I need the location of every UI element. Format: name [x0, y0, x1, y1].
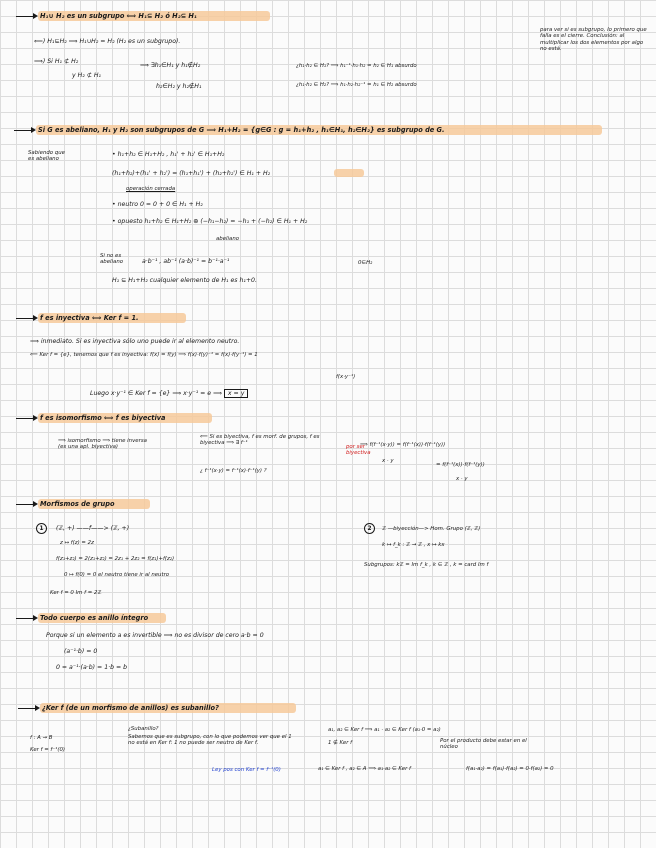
proof-text: Luego x·y⁻¹ ∈ Ker f = {e} ⟹ x·y⁻¹ = e ⟹: [90, 390, 222, 397]
annotation: 0∈H₂: [358, 260, 373, 266]
margin-note: para ver si es subgrupo, lo primero que falla es el cierre. Conclusión: al multiplicar los dos elementos por algo no está.: [540, 27, 647, 53]
proof-line: Por el producto debe estar en el núcleo: [440, 738, 527, 751]
blue-note: Ley pos con Ker f = f⁻¹(0): [212, 767, 281, 773]
bullet-arrow: [16, 618, 36, 619]
section-title: f es isomorfismo ⟺ f es biyectiva: [40, 414, 166, 422]
proof-line: Subgrupos: kℤ = Im f_k , k ∈ ℤ , k = card Im f: [364, 562, 489, 568]
proof-line: a₁, a₂ ∈ Ker f ⟹ a₁ · a₂ ∈ Ker f (a₁·0 = a₂): [328, 727, 441, 733]
proof-line: H₁ ⊆ H₁+H₂ cualquier elemento de H₁ es h₁+0.: [112, 277, 257, 284]
proof-line: ¿h₁·h₂ ∈ H₁? ⟹ h₁⁻¹·h₁·h₂ = h₂ ∈ H₁ absurdo: [296, 63, 417, 69]
proof-line: = f(f⁻¹(x))·f(f⁻¹(y)): [436, 462, 485, 468]
result-box: x = y: [224, 389, 248, 398]
proof-line: f(a₁·a₂) = f(a₁)·f(a₂) = 0·f(a₂) = 0: [466, 766, 554, 772]
proof-line: x · y: [382, 458, 394, 464]
proof-line: x · y: [456, 476, 468, 482]
proof-line: ⟹) Si H₁ ⊄ H₂: [34, 58, 79, 65]
proof-line: Ker f = f⁻¹(0): [30, 747, 65, 753]
bullet-arrow: [16, 504, 36, 505]
proof-line: z ↦ f(z) = 2z: [60, 540, 94, 546]
bullet-arrow: [16, 16, 36, 17]
side-note: Sabiendo que es abeliano: [28, 150, 65, 163]
proof-line: • h₁+h₂ ∈ H₁+H₂ , h₁' + h₂' ∈ H₁+H₂: [112, 151, 225, 158]
proof-line: (a⁻¹·b) = 0: [64, 648, 98, 655]
bullet-arrow: [16, 418, 36, 419]
proof-line: h₂∈H₂ y h₂∉H₁: [156, 83, 202, 90]
proof-line: ⟹ ∃h₁∈H₁ y h₁∉H₂: [140, 62, 201, 69]
section-title: Morfismos de grupo: [40, 500, 115, 508]
red-note: por ser biyectiva: [346, 444, 371, 457]
proof-line: • neutro 0 = 0 + 0 ∈ H₁ + H₂: [112, 201, 203, 208]
proof-line: (h₁+h₂)+(h₁' + h₂') = (h₁+h₁') + (h₂+h₂') ∈ H₁ + H₂: [112, 170, 271, 177]
item-number: 1: [36, 523, 47, 534]
proof-line: ⟹ isomorfismo ⟹ tiene inversa (es una apl. biyectiva): [58, 438, 147, 451]
proof-line: ⟸ Si es biyectiva, f es morf. de grupos, f es biyectiva ⟹ ∃ f⁻¹: [200, 434, 320, 447]
proof-line: a·b⁻¹ , ab⁻¹ (a·b)⁻¹ = b⁻¹·a⁻¹: [142, 258, 230, 265]
proof-line: ⟹ f(f⁻¹(x·y)) = f(f⁻¹(x))·f(f⁻¹(y)): [360, 442, 446, 448]
proof-line: • opuesto h₁+h₂ ∈ H₁+H₂ ⊕ (−h₁−h₂) = −h₁ + (−h₂) ∈ H₁ + H₂: [112, 218, 308, 225]
item-number: 2: [364, 523, 375, 534]
section-title: H₁∪ H₂ es un subgrupo ⟺ H₁⊆ H₂ ó H₂⊆ H₁: [40, 12, 197, 20]
proof-line: f : A → B: [30, 735, 53, 741]
proof-line: f(x·y⁻¹): [336, 374, 356, 380]
proof-line: ⟸) H₁⊆H₂ ⟹ H₁∪H₂ = H₂ (H₂ es un subgrupo).: [34, 38, 181, 45]
proof-line: abeliano: [216, 236, 240, 242]
proof-line: ¿Subanillo?: [128, 726, 159, 732]
proof-line: Sabemos que es subgrupo, con lo que podemos ver que el 1 no está en Ker f: 1 no puede ser neutro de Ker f.: [128, 734, 292, 747]
proof-line: y H₂ ⊄ H₁: [72, 72, 102, 79]
side-note: Si no es abeliano: [100, 253, 124, 266]
bullet-arrow: [16, 318, 36, 319]
section-title: f es inyectiva ⟺ Ker f = 1.: [40, 314, 139, 322]
proof-line: 1 ∉ Ker f: [328, 740, 353, 746]
section-title: ¿Ker f (de un morfismo de anillos) es subanillo?: [42, 704, 219, 712]
proof-line: operación cerrada: [126, 186, 176, 192]
proof-line: ⟸ Ker f = {e}, tenemos que f es inyectiva: f(x) = f(y) ⟹ f(x)·f(y)⁻¹ = f(x)·f(y⁻¹) = 1: [30, 352, 258, 358]
proof-line: k ↦ f_k : ℤ → ℤ , x ↦ kx: [382, 542, 445, 548]
proof-line: ¿ f⁻¹(x·y) = f⁻¹(x)·f⁻¹(y) ?: [200, 468, 267, 474]
proof-line: (ℤ, +) ——f——> (ℤ, +): [56, 525, 130, 532]
proof-line: [90, 390, 248, 397]
proof-line: a₁ ∈ Ker f , a₂ ∈ A ⟹ a₁·a₂ ∈ Ker f: [318, 766, 411, 772]
proof-line: f(z₁+z₂) = 2(z₁+z₂) = 2z₁ + 2z₂ = f(z₁)+f(z₂): [56, 556, 175, 562]
proof-line: ℤ —biyección—> Hom. Grupo (ℤ, ℤ): [382, 526, 481, 532]
bullet-arrow: [14, 130, 34, 131]
section-title: Todo cuerpo es anillo íntegro: [40, 614, 149, 622]
proof-line: Porque si un elemento a es invertible ⟹ no es divisor de cero a·b = 0: [46, 632, 264, 639]
section-title: Si G es abeliano, H₁ y H₂ son subgrupos de G ⟹ H₁+H₂ = {g∈G : g = h₁+h₂ , h₁∈H₁, h₂∈H₂} es subgrupo de G.: [38, 126, 445, 134]
proof-line: Ker f = 0 Im f = 2ℤ: [50, 590, 102, 596]
inline-highlight: [334, 169, 364, 177]
proof-line: ⟹ inmediato. Si es inyectiva sólo uno puede ir al elemento neutro.: [30, 338, 240, 345]
bullet-arrow: [18, 708, 38, 709]
proof-line: ¿h₁·h₂ ∈ H₂? ⟹ h₁·h₂·h₂⁻¹ = h₁ ∈ H₂ absurdo: [296, 82, 417, 88]
proof-line: 0 ↦ f(0) = 0 el neutro tiene ir al neutro: [64, 572, 170, 578]
proof-line: 0 = a⁻¹·(a·b) = 1·b = b: [56, 664, 128, 671]
